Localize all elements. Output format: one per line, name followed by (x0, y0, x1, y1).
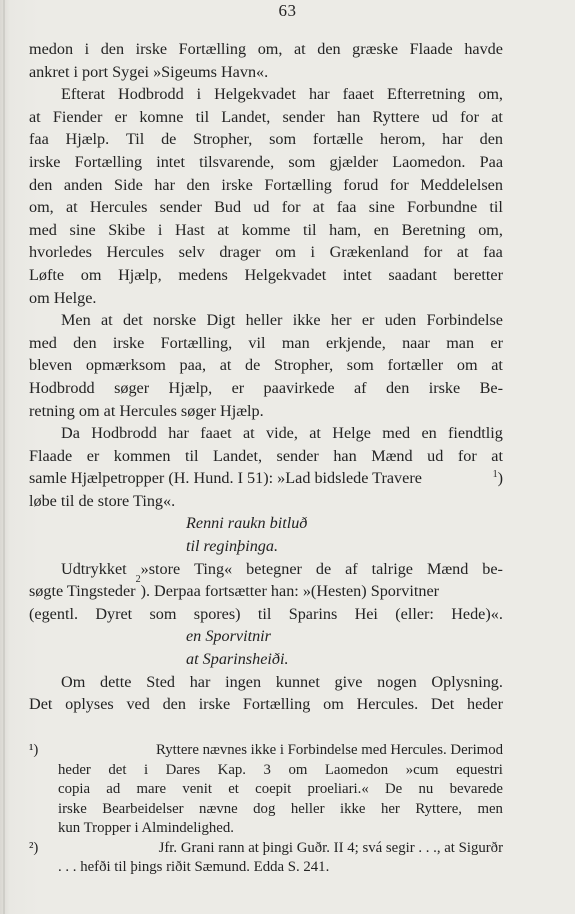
footnote-mark: ²) (29, 839, 39, 856)
footnote-line: heder det i Dares Kap. 3 om Laomedon »cum equestri (58, 761, 503, 778)
footnotes (29, 741, 503, 878)
verse-line: en Sporvitnir (186, 627, 271, 646)
footnote-line: kun Tropper i Almindelighed. (58, 820, 234, 836)
text-line: med den irske Fortælling, vil man erkjende, naar man er (29, 333, 503, 352)
text-line: Udtrykket »store Ting« betegner de af talrige Mænd be- (61, 559, 503, 578)
footnote-line (29, 741, 503, 761)
text-line: Om dette Sted har ingen kunnet give nogen Oplysning. (61, 672, 503, 691)
text-line: den anden Side har den irske Fortælling forud for Meddelelsen (29, 175, 503, 194)
body-text (29, 38, 503, 716)
text-line: om Helge. (29, 288, 97, 307)
footnote-line: irske Bearbeidelser nævne dog heller ikke her Ryttere, men (58, 800, 503, 817)
footnote-ref: 2 (135, 574, 141, 586)
text-line: med sine Skibe i Hast at komme til ham, en Beretning om, (29, 220, 503, 239)
text-line: Hodbrodd søger Hjælp, er paavirkede af den irske Be- (29, 378, 503, 397)
text-line: hvorledes Hercules selv drager om i Grækenland for at faa (29, 243, 503, 262)
text-line: Det oplyses ved den irske Fortælling om Hercules. Det heder (29, 695, 503, 714)
footnote-line: . . . hefði til þings riðit Sæmund. Edda S. 241. (58, 859, 330, 875)
verse-line: at Sparinsheiði. (186, 650, 289, 669)
verse-line: Renni raukn bitluð (186, 514, 308, 533)
text-line: Efterat Hodbrodd i Helgekvadet har faaet Efterretning om, (61, 85, 503, 104)
text-line: Flaade er kommen til Landet, sender han Mænd ud for at (29, 446, 503, 465)
text-line: Da Hodbrodd har faaet at vide, at Helge med en fiendtlig (61, 424, 503, 443)
page-edge-shadow (3, 0, 5, 914)
footnote-line (29, 839, 503, 859)
footnote-text: Ryttere nævnes ikke i Forbindelse med Hercules. Derimod (155, 742, 503, 758)
text-line-content: ). Derpaa fortsætter han: »(Hesten) Sporvitner (140, 582, 440, 601)
text-line: løbe til de store Ting«. (29, 491, 176, 510)
text-line: medon i den irske Fortælling om, at den græske Flaade havde (29, 40, 503, 58)
text-line: Løfte om Hjælp, medens Helgekvadet intet saadant beretter (29, 265, 503, 284)
text-line: bleven opmærksom paa, at de Stropher, som fortæller om at (29, 356, 503, 375)
text-line: Men at det norske Digt heller ikke her er uden Forbindelse (61, 311, 503, 330)
text-line-content: søgte Tingsteder (29, 582, 136, 601)
text-line: at Fiender er komne til Landet, sender han Ryttere ud for at (29, 107, 503, 126)
text-line: om, at Hercules sender Bud ud for at faa sine Forbundne til (29, 198, 503, 217)
text-line (29, 574, 503, 603)
footnote-line: copia ad mare venit et coepit proeliari.« De nu bevarede (58, 781, 503, 797)
text-line: irske Fortælling intet tilsvarende, som gjælder Laomedon. Paa (29, 152, 503, 171)
page-number: 63 (278, 1, 297, 20)
text-line: (egentl. Dyret som spores) til Sparins Hei (eller: Hede)«. (29, 604, 503, 623)
footnote-text: Jfr. Grani rann at þingi Guðr. II 4; svá segir . . ., at Sigurðr (158, 839, 503, 856)
verse-line: til reginþinga. (186, 537, 279, 556)
text-line: retning om at Hercules søger Hjælp. (29, 401, 264, 420)
footnote-mark: ¹) (29, 742, 39, 758)
text-line (29, 467, 503, 490)
text-line: ankret i port Sygei »Sigeums Havn«. (29, 62, 269, 81)
footnote-ref: $^1$) (492, 469, 503, 488)
text-line: faa Hjælp. Til de Stropher, som fortælle herom, har den (29, 130, 503, 149)
text-line-content: samle Hjælpetropper (H. Hund. I 51): »Lad bidslede Travere (29, 469, 422, 488)
